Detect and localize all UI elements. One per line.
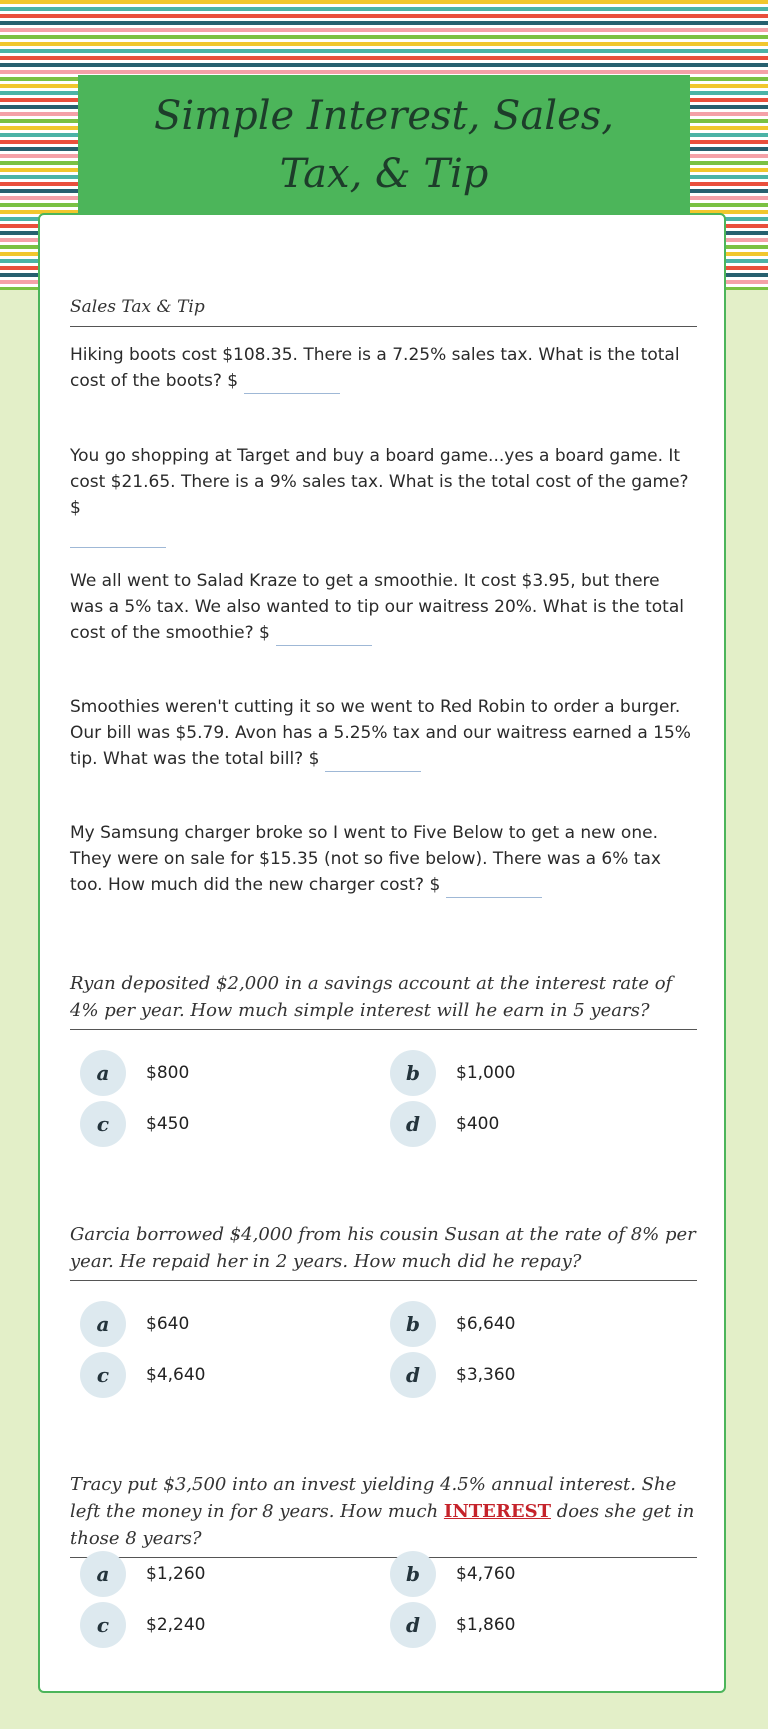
choice-letter: d (390, 1602, 436, 1648)
question-3 (70, 568, 697, 646)
choice-letter: c (80, 1602, 126, 1648)
answer-blank[interactable] (244, 373, 340, 394)
question-5 (70, 820, 697, 898)
question-text: We all went to Salad Kraze to get a smoothie. It cost $3.95, but there was a 5% tax. We also wanted to tip our waitress 20%. What is the total cost of the smoothie? $ (70, 571, 684, 643)
mc1-choice-c[interactable] (80, 1101, 189, 1147)
answer-blank[interactable] (446, 877, 542, 898)
prompt-text: Tracy put $3,500 into an invest yielding 4.5% annual interest. She left the money in for 8 years. How much (70, 1474, 677, 1522)
question-2 (70, 443, 697, 548)
question-4 (70, 694, 697, 772)
choice-letter: c (80, 1101, 126, 1147)
question-text: Smoothies weren't cutting it so we went to Red Robin to order a burger. Our bill was $5.79. Avon has a 5.25% tax and our waitress earned a 15% tip. What was the total bill? $ (70, 697, 691, 769)
mc-question-2-prompt: Garcia borrowed $4,000 from his cousin Susan at the rate of 8% per year. He repaid her in 2 years. How much did he repay? (70, 1221, 697, 1281)
answer-blank[interactable] (70, 527, 166, 548)
choice-letter: d (390, 1101, 436, 1147)
mc-question-3-prompt (70, 1471, 697, 1558)
mc3-choice-b[interactable] (390, 1551, 515, 1597)
answer-blank[interactable] (276, 625, 372, 646)
mc3-choice-d[interactable] (390, 1602, 515, 1648)
prompt-text: does she get in those 8 years? (70, 1501, 695, 1549)
choice-letter: d (390, 1352, 436, 1398)
choice-letter: a (80, 1301, 126, 1347)
section-heading-sales-tax: Sales Tax & Tip (70, 294, 697, 327)
emphasized-word: INTEREST (443, 1501, 551, 1522)
mc2-choice-b[interactable] (390, 1301, 515, 1347)
mc1-choice-d[interactable] (390, 1101, 499, 1147)
choice-text: $450 (146, 1114, 190, 1134)
answer-blank[interactable] (325, 751, 421, 772)
mc-question-1-prompt: Ryan deposited $2,000 in a savings account at the interest rate of 4% per year. How much simple interest will he earn in 5 years? (70, 970, 697, 1030)
choice-letter: c (80, 1352, 126, 1398)
choice-text: $800 (146, 1063, 190, 1083)
choice-text: $3,360 (456, 1365, 516, 1385)
question-text: My Samsung charger broke so I went to Five Below to get a new one. They were on sale for $15.35 (not so five below). There was a 6% tax too. How much did the new charger cost? $ (70, 823, 661, 895)
choice-text: $4,640 (146, 1365, 206, 1385)
choice-text: $640 (146, 1314, 190, 1334)
choice-letter: b (390, 1551, 436, 1597)
mc1-choice-b[interactable] (390, 1050, 515, 1096)
mc2-choice-d[interactable] (390, 1352, 515, 1398)
mc3-choice-c[interactable] (80, 1602, 205, 1648)
choice-letter: b (390, 1301, 436, 1347)
question-1 (70, 342, 697, 394)
choice-text: $1,260 (146, 1564, 206, 1584)
title-banner (78, 75, 690, 215)
choice-text: $1,000 (456, 1063, 516, 1083)
choice-text: $6,640 (456, 1314, 516, 1334)
question-text: You go shopping at Target and buy a board game...yes a board game. It cost $21.65. There is a 9% sales tax. What is the total cost of the game? $ (70, 446, 689, 518)
page-title: Simple Interest, Sales, Tax, & Tip (154, 93, 614, 197)
choice-letter: a (80, 1551, 126, 1597)
mc2-choice-a[interactable] (80, 1301, 189, 1347)
choice-text: $4,760 (456, 1564, 516, 1584)
choice-text: $2,240 (146, 1615, 206, 1635)
mc2-choice-c[interactable] (80, 1352, 205, 1398)
mc1-choice-a[interactable] (80, 1050, 189, 1096)
question-text: Hiking boots cost $108.35. There is a 7.25% sales tax. What is the total cost of the boots? $ (70, 345, 680, 391)
choice-letter: a (80, 1050, 126, 1096)
choice-text: $400 (456, 1114, 500, 1134)
mc3-choice-a[interactable] (80, 1551, 205, 1597)
choice-text: $1,860 (456, 1615, 516, 1635)
choice-letter: b (390, 1050, 436, 1096)
